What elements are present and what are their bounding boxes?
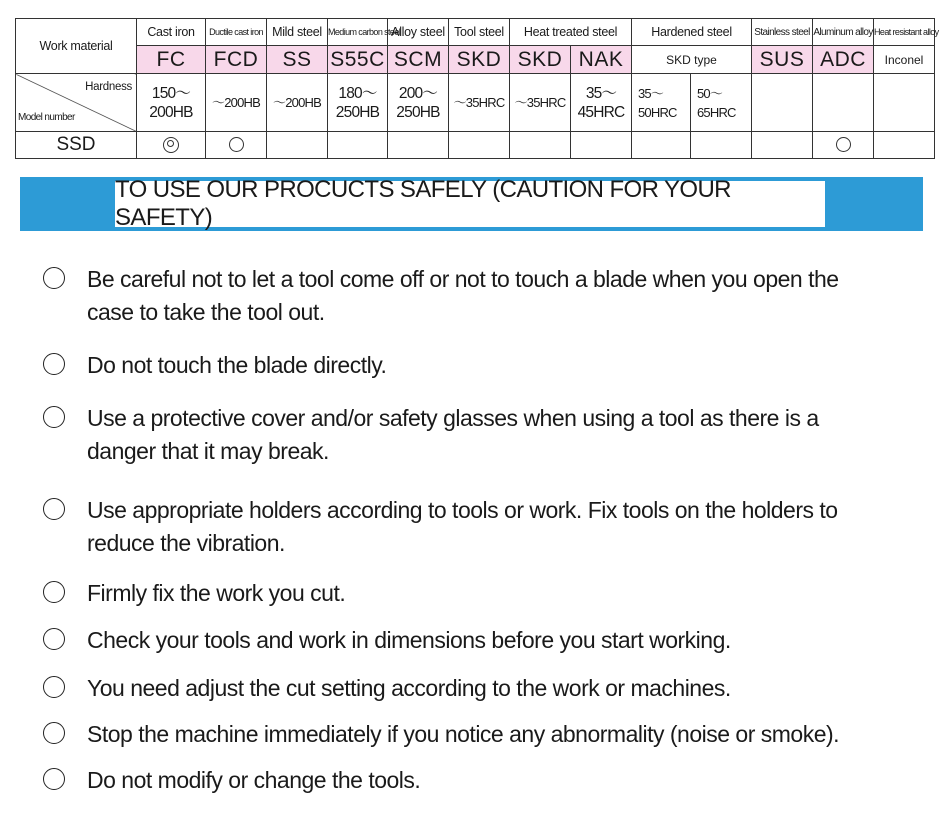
circle-bullet-icon — [43, 498, 65, 520]
caution-text: Do not modify or change the tools. — [87, 767, 421, 793]
suitability-ss — [267, 132, 328, 159]
material-name-row — [16, 19, 935, 46]
caution-text: Use appropriate holders according to tools or work. Fix tools on the holders to reduce the vibration. — [87, 497, 838, 556]
hardness-nak: 35～ 45HRC — [571, 74, 632, 132]
material-stainless-steel: Stainless steel — [752, 19, 813, 46]
suitability-s55c — [328, 132, 388, 159]
suitability-skd-heat — [510, 132, 571, 159]
material-alloy-steel: Alloy steel — [388, 19, 449, 46]
material-medium-carbon-steel: Medium carbon steel — [328, 19, 388, 46]
circle-icon — [836, 137, 851, 152]
material-aluminum-alloy: Aluminum alloy — [813, 19, 874, 46]
circle-bullet-icon — [43, 353, 65, 375]
code-skd-tool: SKD — [449, 46, 510, 74]
caution-item — [43, 494, 883, 560]
hardness-scm: 200～ 250HB — [388, 74, 449, 132]
caution-item — [43, 764, 883, 797]
suitability-sus — [752, 132, 813, 159]
caution-text: Be careful not to let a tool come off or not to touch a blade when you open the case to take the tool out. — [87, 266, 839, 325]
suitability-skd-tool — [449, 132, 510, 159]
code-ss: SS — [267, 46, 328, 74]
material-cast-iron: Cast iron — [137, 19, 206, 46]
suitability-fcd — [206, 132, 267, 159]
caution-item — [43, 577, 883, 610]
hardness-hardened-1: 35～ 50HRC — [632, 74, 691, 132]
hardness-skd-tool: ～35HRC — [449, 74, 510, 132]
caution-text: Use a protective cover and/or safety glasses when using a tool as there is a danger that it may break. — [87, 405, 819, 464]
suitability-fc — [137, 132, 206, 159]
code-nak: NAK — [571, 46, 632, 74]
safety-banner — [20, 177, 923, 231]
circle-bullet-icon — [43, 722, 65, 744]
hardness-row — [16, 74, 935, 132]
caution-text: Stop the machine immediately if you notice any abnormality (noise or smoke). — [87, 721, 840, 747]
hardness-adc — [813, 74, 874, 132]
circle-bullet-icon — [43, 581, 65, 603]
caution-text: Do not touch the blade directly. — [87, 352, 387, 378]
caution-text: Check your tools and work in dimensions before you start working. — [87, 627, 731, 653]
material-hardened-steel: Hardened steel — [632, 19, 752, 46]
work-material-table — [15, 18, 939, 159]
material-code-row — [16, 46, 935, 74]
work-material-header: Work material — [16, 19, 137, 74]
caution-item — [43, 718, 883, 751]
hardness-fc: 150～ 200HB — [137, 74, 206, 132]
hardness-label: Hardness — [85, 81, 132, 93]
circle-bullet-icon — [43, 267, 65, 289]
double-circle-icon — [163, 137, 179, 153]
code-fc: FC — [137, 46, 206, 74]
code-skd-type: SKD type — [632, 46, 752, 74]
code-fcd: FCD — [206, 46, 267, 74]
circle-bullet-icon — [43, 768, 65, 790]
circle-icon — [229, 137, 244, 152]
model-row-ssd — [16, 132, 935, 159]
circle-bullet-icon — [43, 676, 65, 698]
material-tool-steel: Tool steel — [449, 19, 510, 46]
caution-text: You need adjust the cut setting according to the work or machines. — [87, 675, 731, 701]
hardness-sus — [752, 74, 813, 132]
circle-bullet-icon — [43, 628, 65, 650]
caution-item — [43, 402, 883, 468]
hardness-s55c: 180～ 250HB — [328, 74, 388, 132]
code-sus: SUS — [752, 46, 813, 74]
code-scm: SCM — [388, 46, 449, 74]
hardness-model-header — [16, 74, 137, 132]
hardness-skd-heat: ～35HRC — [510, 74, 571, 132]
suitability-scm — [388, 132, 449, 159]
suitability-hardened-2 — [691, 132, 752, 159]
safety-banner-title: TO USE OUR PROCUCTS SAFELY (CAUTION FOR YOUR SAFETY) — [115, 181, 825, 227]
hardness-ss: ～200HB — [267, 74, 328, 132]
code-skd-heat: SKD — [510, 46, 571, 74]
code-adc: ADC — [813, 46, 874, 74]
caution-text: Firmly fix the work you cut. — [87, 580, 346, 606]
material-mild-steel: Mild steel — [267, 19, 328, 46]
suitability-nak — [571, 132, 632, 159]
circle-bullet-icon — [43, 406, 65, 428]
model-name: SSD — [16, 132, 137, 159]
caution-item — [43, 624, 883, 657]
caution-item — [43, 349, 883, 382]
suitability-hardened-1 — [632, 132, 691, 159]
code-inconel: Inconel — [874, 46, 935, 74]
model-number-label: Model number — [18, 112, 75, 123]
suitability-inconel — [874, 132, 935, 159]
material-heat-treated-steel: Heat treated steel — [510, 19, 632, 46]
hardness-inconel — [874, 74, 935, 132]
caution-item — [43, 263, 883, 329]
hardness-hardened-2: 50～ 65HRC — [691, 74, 752, 132]
material-heat-resistant-alloy: Heat resistant alloy — [874, 19, 935, 46]
suitability-adc — [813, 132, 874, 159]
material-ductile-cast-iron: Ductile cast iron — [206, 19, 267, 46]
code-s55c: S55C — [328, 46, 388, 74]
hardness-fcd: ～200HB — [206, 74, 267, 132]
caution-item — [43, 672, 883, 705]
